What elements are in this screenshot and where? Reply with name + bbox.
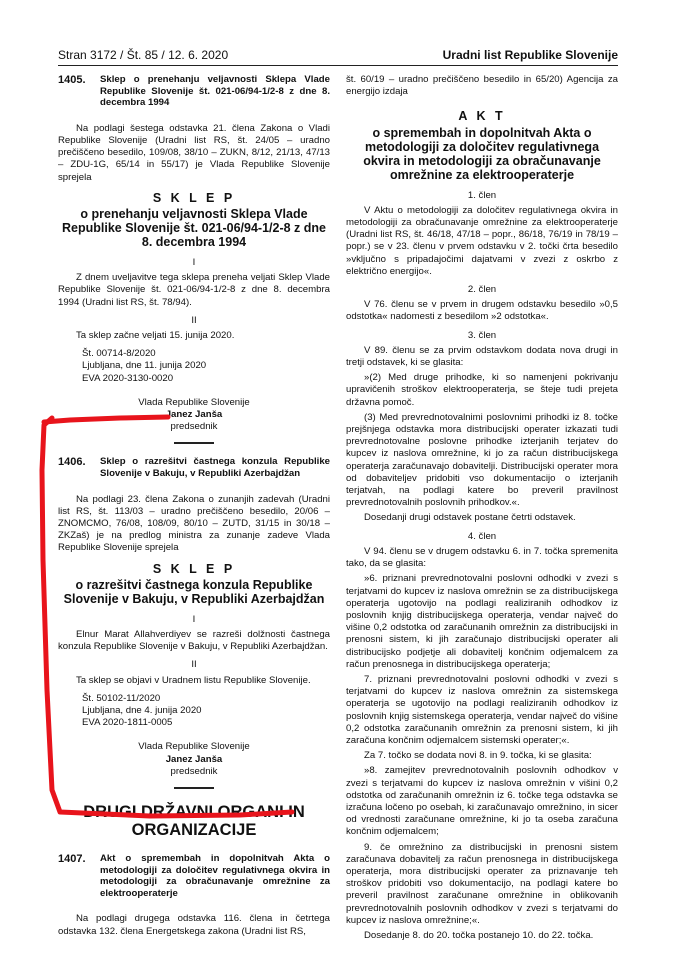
doc-date: Ljubljana, dne 4. junija 2020: [82, 705, 202, 717]
signature: [58, 397, 330, 434]
article-3-text: V 89. členu se za prvim odstavkom dodata nova drugi in tretji odstavek, ki se glasita:: [346, 344, 618, 369]
article-4-point-9: 9. če omrežnino za distribucijski in prenosni sistem zaračunava dobavitelj za račun prenosnega in distribucijskega operaterja, mora distribucijski operater za priznavanje teh stroškov pridobiti vso dokumentacijo, na podlagi katere bo preveril pravilnost zaračunane omrežnine in oblikovanih prevrednotovalnih poslovnih odhodkov v zvezi s terjatvami do kupcev iz naslova omrežnine;«.: [346, 841, 618, 926]
akt-keyword: A K T: [458, 109, 506, 124]
preamble: Na podlagi 23. člena Zakona o zunanjih zadevah (Uradni list RS, št. 113/03 – uradno prečiščeno besedilo, 20/06 – ZNOMCMO, 76/08, 108/09, 80/10 – ZUTD, 31/15 in 30/18 – ZKZaš) je na predlog ministra za zunanje zadeve Vlada Republike Slovenije sprejela: [58, 493, 330, 554]
article-2-heading: 2. člen: [467, 284, 497, 296]
entry-1406-title: [58, 456, 330, 479]
doc-date: Ljubljana, dne 11. junija 2020: [82, 360, 207, 372]
preamble: Na podlagi drugega odstavka 116. člena in četrtega odstavka 132. člena Energetskega zakona (Uradni list RS,: [58, 913, 330, 937]
sklep-heading: o prenehanju veljavnosti Sklepa Vlade Republike Slovenije št. 021-06/94-1/2-8 z dne 8. decembra 1994: [62, 207, 326, 249]
article-4-point-6: »6. priznani prevrednotovalni poslovni odhodki v zvezi s terjatvami do kupcev iz naslova omrežnin se za distribucijskega operaterja ugotovijo na podlagi realiziranih odhodkov iz poslovnih knjig distribucijskega operaterja, vendar največ do višine 0,2 odstotka od zaračunanih omrežnin za distribucijski in prenosni sistem, ki jih zaračunajo distribucijski operater ali distribucijsko podjetje ali dobavitelj končnim odjemalcem za račun prenosnega in distribucijskega operaterja;: [346, 573, 618, 670]
article-4-point-7: 7. priznani prevrednotovalni poslovni odhodki v zvezi s terjatvami do kupcev iz naslova omrežnin za sistemskega operaterja se ugotovijo na podlagi realiziranih odhodkov iz poslovnih knjig sistemskega operaterja, vendar največ do višine 0,2 odstotka zaračunanih omrežnin za prenosni sistem, ki jih zaračuna končnim odjemalcem sistemski operater;«.: [346, 673, 618, 746]
entry-number: 1407.: [58, 853, 86, 866]
entry-divider: [174, 787, 214, 789]
article-2-text: V 76. členu se v prvem in drugem odstavku besedilo »0,5 odstotka« nadomesti z besedilom »2 odstotka«.: [346, 299, 618, 323]
section-ii-text: Ta sklep se objavi v Uradnem listu Republike Slovenije.: [76, 674, 311, 686]
sklep-heading: o razrešitvi častnega konzula Republike Slovenije v Bakuju, v Republiki Azerbajdžan: [63, 577, 325, 606]
header-rule: [58, 65, 618, 66]
preamble-continued: št. 60/19 – uradno prečiščeno besedilo in 65/20) Agencija za energijo izdaja: [346, 74, 618, 98]
article-4-heading: 4. člen: [467, 530, 497, 542]
entry-title: Sklep o prenehanju veljavnosti Sklepa Vlade Republike Slovenije št. 021-06/94-1/2-8 z dne 8. decembra 1994: [100, 74, 330, 109]
akt-heading: o spremembah in dopolnitvah Akta o metodologiji za določitev regulativnega okvira in metodologiji za obračunavanje omrežnine za elektrooperaterje: [363, 125, 601, 182]
entry-1407-title: [58, 853, 330, 899]
entry-1405-title: [58, 74, 330, 109]
article-3-note: Dosedanji drugi odstavek postane četrti odstavek.: [364, 512, 576, 524]
article-3-para-3: (3) Med prevrednotovalnimi poslovnimi prihodki iz 8. točke prejšnjega odstavka mora distribucijski operater izkazati tudi prevrednotovalne poslovne prihodke izterjanih terjatev do kupcev iz naslova omrežnine, ki jo za račun distribucijskega operaterja zaračunavajo dobavitelji. Distribucijski operater mora od dobaviteljev pridobiti vso dokumentacijo o izterjanih terjatvah, na podlagi katere bo preveril pravilnost prevrednotovalnih poslovnih prihodkov.«.: [346, 411, 618, 509]
entry-title: Sklep o razrešitvi častnega konzula Republike Slovenije v Bakuju, v Republiki Azerbajdžan: [100, 456, 330, 480]
article-3-para-2: »(2) Med druge prihodke, ki so namenjeni pokrivanju upravičenih stroškov elektrooperaterja, se šteje tudi prejeta državna pomoč.: [346, 372, 618, 408]
entry-title: Akt o spremembah in dopolnitvah Akta o metodologiji za določitev regulativnega okvira in metodologiji za obračunavanje omrežnine za elektrooperaterje: [100, 853, 330, 899]
signature-name: Janez Janša: [165, 753, 223, 765]
right-column: [346, 74, 618, 945]
publication-title: Uradni list Republike Slovenije: [442, 48, 618, 62]
section-i-text: Z dnem uveljavitve tega sklepa preneha veljati Sklep Vlade Republike Slovenije št. 021-06/94-1/2-8 z dne 8. decembra 1994 (Uradni list RS, št. 78/94).: [58, 272, 330, 308]
section-heading-organi: DRUGI DRŽAVNI ORGANI IN ORGANIZACIJE: [83, 803, 305, 840]
entry-number: 1406.: [58, 456, 86, 469]
signature-role: predsednik: [170, 421, 218, 433]
doc-eva: EVA 2020-1811-0005: [82, 717, 173, 729]
preamble: Na podlagi šestega odstavka 21. člena Zakona o Vladi Republike Slovenije (Uradni list RS, št. 24/05 – uradno prečiščeno besedilo, 109/08, 38/10 – ZUKN, 8/12, 21/13, 47/13 – ZDU-1G, 65/14 in 55/17) je Vlada Republike Slovenije sprejela: [58, 122, 330, 183]
entry-divider: [174, 442, 214, 444]
signature-body: Vlada Republike Slovenije: [138, 396, 250, 408]
article-4-point-8: »8. zamejitev prevrednotovalnih poslovnih odhodkov v zvezi s terjatvami do kupcev iz naslova omrežnin v višini 0,2 odstotka od zaračunanih omrežnin iz 6. točke tega odstavka se izračuna ločeno po osebah, ki zaračunavajo omrežnino, in sicer od vrednosti zaračunane omrežnine, ki jo ta oseba zaračuna končnim odjemalcem;: [346, 765, 618, 838]
article-1-text: V Aktu o metodologiji za določitev regulativnega okvira in metodologiji za obračunavanje omrežnine za elektrooperaterje (Uradni list RS, št. 46/18, 47/18 – popr., 86/18, 76/19 in 78/19 – popr.) se v 23. členu v prvem odstavku v 2. točki črta besedilo »vključno s pripadajočimi dajatvami v zvezi z oskrbo z električno energijo«.: [346, 204, 618, 277]
doc-eva: EVA 2020-3130-0020: [82, 372, 174, 384]
page-number-issue: Stran 3172 / Št. 85 / 12. 6. 2020: [58, 48, 229, 62]
sklep-keyword: S K L E P: [152, 561, 236, 576]
article-1-heading: 1. člen: [467, 189, 497, 201]
article-4-text: V 94. členu se v drugem odstavku 6. in 7. točka spremenita tako, da se glasita:: [346, 545, 618, 570]
section-ii: II: [191, 314, 197, 326]
doc-number: Št. 00714-8/2020: [82, 348, 156, 360]
article-4-note: Za 7. točko se dodata novi 8. in 9. točka, ki se glasita:: [364, 750, 592, 762]
signature-role: predsednik: [170, 765, 218, 777]
section-i: I: [192, 613, 196, 625]
section-i: I: [192, 257, 196, 268]
signature: [58, 741, 330, 778]
section-i-text: Elnur Marat Allahverdiyev se razreši dolžnosti častnega konzula Republike Slovenije v Bakuju, v Republiki Azerbajdžan.: [58, 629, 330, 653]
signature-body: Vlada Republike Slovenije: [138, 741, 250, 753]
entry-number: 1405.: [58, 74, 86, 86]
section-ii: II: [191, 659, 197, 671]
section-ii-text: Ta sklep začne veljati 15. junija 2020.: [76, 330, 235, 342]
article-4-renumber: Dosedanje 8. do 20. točka postanejo 10. do 22. točka.: [364, 929, 594, 941]
sklep-keyword: S K L E P: [152, 190, 236, 205]
signature-name: Janez Janša: [165, 409, 223, 421]
page-header: [58, 44, 618, 66]
left-column: [58, 74, 330, 941]
doc-number: Št. 50102-11/2020: [82, 692, 161, 704]
article-3-heading: 3. člen: [467, 329, 497, 341]
